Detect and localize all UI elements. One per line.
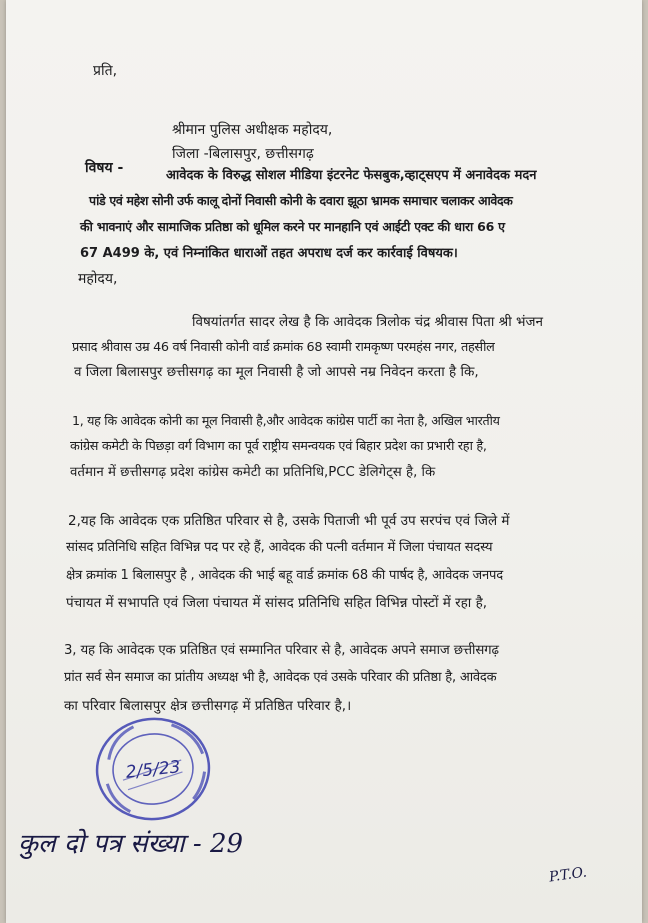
- para-3-line-2: प्रांत सर्व सेन समाज का प्रांतीय अध्यक्ष भी है, आवेदक एवं उसके परिवार की प्रतिष्ठा है, आवेदक: [64, 670, 497, 685]
- para-1-line-1: 1, यह कि आवेदक कोनी का मूल निवासी है,और आवेदक कांग्रेस पार्टी का नेता है, अखिल भारतीय: [72, 413, 500, 428]
- para-2-line-3: क्षेत्र क्रमांक 1 बिलासपुर है , आवेदक की भाई बहू वार्ड क्रमांक 68 की पार्षद है, आवेदक जनपद: [66, 568, 503, 583]
- para-2-line-1: 2,यह कि आवेदक एक प्रतिष्ठित परिवार से है, उसके पिताजी भी पूर्व उप सरपंच एवं जिले में: [68, 513, 510, 529]
- subject-line-2: पांडे एवं महेश सोनी उर्फ कालू दोनों निवासी कोनी के दवारा झूठा भ्रामक समाचार चलाकर आवेदक: [89, 193, 513, 208]
- subject-label: विषय -: [85, 160, 124, 176]
- salutation: महोदय,: [78, 271, 118, 287]
- addressee-line-1: श्रीमान पुलिस अधीक्षक महोदय,: [172, 122, 333, 138]
- addressee-line-2: जिला -बिलासपुर, छत्तीसगढ़: [172, 146, 314, 162]
- body-line-1: विषयांतर्गत सादर लेख है कि आवेदक त्रिलोक चंद्र श्रीवास पिता श्री भंजन: [192, 314, 544, 330]
- para-3-line-3: का परिवार बिलासपुर क्षेत्र छत्तीसगढ़ में प्रतिष्ठित परिवार है,।: [64, 698, 352, 714]
- page-count-note: कुल दो पत्र संख्या - 29: [18, 829, 244, 859]
- para-2-line-2: सांसद प्रतिनिधि सहित विभिन्न पद पर रहे हैं, आवेदक की पत्नी वर्तमान में जिला पंचायत सदस्य: [66, 540, 493, 555]
- subject-line-3: की भावनाएं और सामाजिक प्रतिष्ठा को धूमिल करने पर मानहानि एवं आईटी एक्ट की धारा 66 ए: [80, 219, 505, 234]
- seal-date: 2/5/23: [124, 757, 182, 783]
- pto-note: P.T.O.: [548, 864, 588, 886]
- para-2-line-4: पंचायत में सभापति एवं जिला पंचायत में सांसद प्रतिनिधि सहित विभिन्न पोस्टों में रहा है,: [66, 595, 488, 611]
- to-label: प्रति,: [93, 63, 118, 79]
- letter-page: [6, 0, 642, 923]
- body-line-3: व जिला बिलासपुर छत्तीसगढ़ का मूल निवासी है जो आपसे नम्र निवेदन करता है कि,: [74, 364, 479, 380]
- handwritten-page-note: [14, 810, 354, 870]
- subject-line-4: 67 A499 के, एवं निम्नांकित धाराओं तहत अपराध दर्ज कर कार्रवाई विषयक।: [80, 246, 458, 261]
- para-1-line-3: वर्तमान में छत्तीसगढ़ प्रदेश कांग्रेस कमेटी का प्रतिनिधि,PCC डेलिगेट्स है, कि: [70, 465, 436, 480]
- para-3-line-1: 3, यह कि आवेदक एक प्रतिष्ठित एवं सम्मानित परिवार से है, आवेदक अपने समाज छत्तीसगढ़: [64, 643, 499, 658]
- para-1-line-2: कांग्रेस कमेटी के पिछड़ा वर्ग विभाग का पूर्व राष्ट्रीय समन्वयक एवं बिहार प्रदेश का प्रभारी रहा है,: [70, 439, 487, 454]
- body-line-2: प्रसाद श्रीवास उम्र 46 वर्ष निवासी कोनी वार्ड क्रमांक 68 स्वामी रामकृष्ण परमहंस नगर, तहसील: [72, 340, 495, 355]
- subject-line-1: आवेदक के विरुद्ध सोशल मीडिया इंटरनेट फेसबुक,व्हाट्सएप में अनावेदक मदन: [166, 168, 537, 183]
